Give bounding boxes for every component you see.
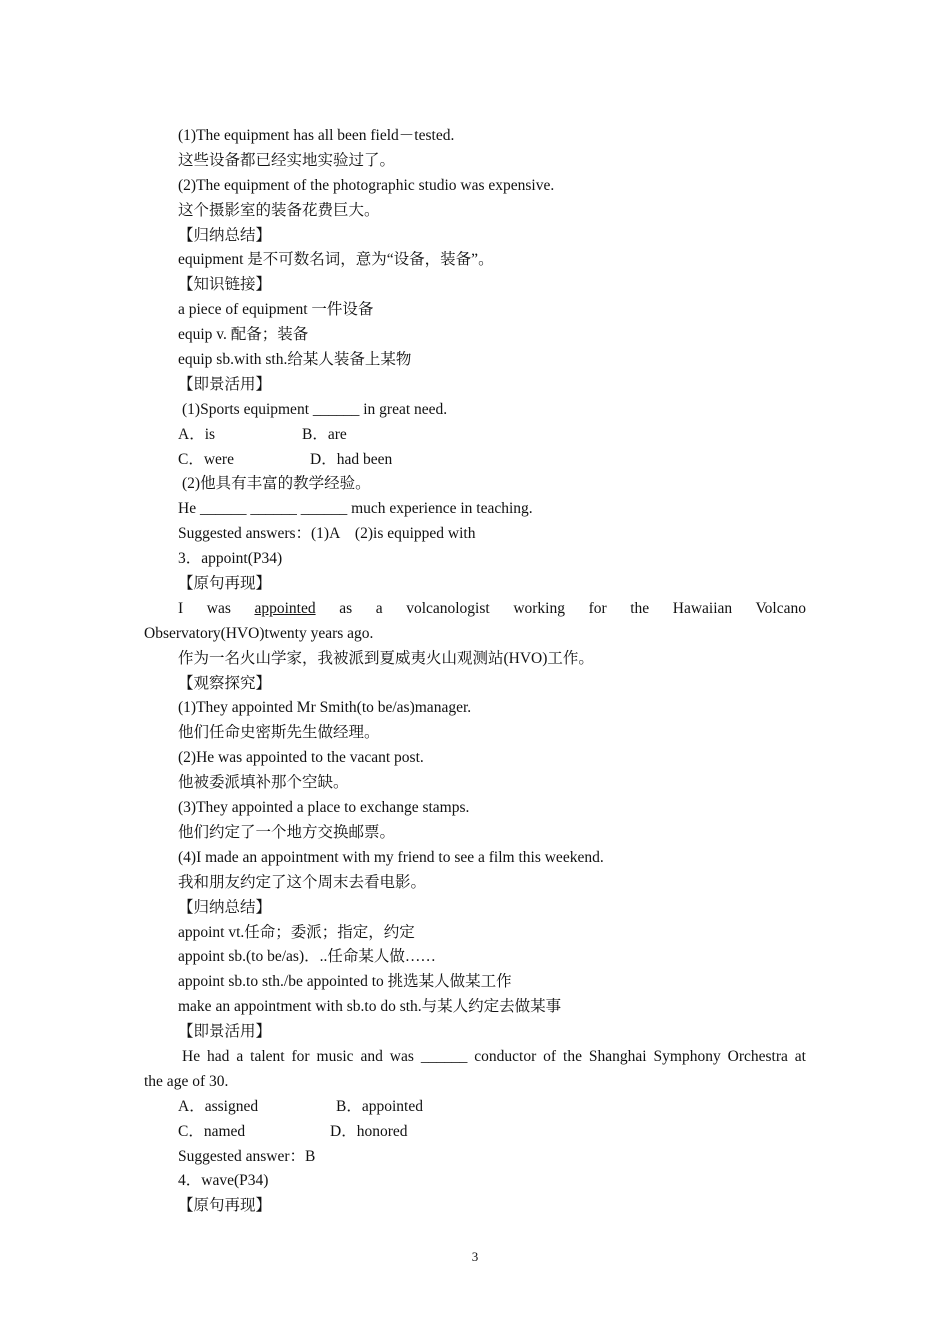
section-heading: 【观察探究】 xyxy=(178,674,272,692)
suggested-answer: Suggested answer：B xyxy=(178,1147,316,1165)
knowledge-item: a piece of equipment 一件设备 xyxy=(178,301,374,319)
exercise-question-text: He had a talent for music and was ______ conductor of the Shanghai Symphony Orchestra at xyxy=(182,1047,806,1065)
underlined-word: appointed xyxy=(254,599,316,617)
knowledge-item: equip v. 配备；装备 xyxy=(178,326,309,344)
item-heading: 3．appoint(P34) xyxy=(178,550,283,568)
word: was xyxy=(206,599,231,617)
option-b: B．appointed xyxy=(336,1097,423,1115)
translation: 他们任命史密斯先生做经理。 xyxy=(178,724,380,742)
example-sentence: (1)The equipment has all been field－tested. xyxy=(178,127,455,144)
options-row xyxy=(144,423,806,448)
summary-text: make an appointment with sb.to do sth.与某人约定去做某事 xyxy=(178,998,562,1016)
suggested-answers: Suggested answers：(1)A (2)is equipped with xyxy=(178,525,476,543)
option-b: B．are xyxy=(302,425,347,443)
word: Volcano xyxy=(755,599,806,617)
section-heading: 【即景活用】 xyxy=(178,375,272,393)
translation: 这个摄影室的装备花费巨大。 xyxy=(178,201,380,219)
translation: 我和朋友约定了这个周末去看电影。 xyxy=(178,873,427,891)
example-sentence: (2)The equipment of the photographic studio was expensive. xyxy=(178,176,555,194)
options-row xyxy=(144,1120,806,1145)
option-d: D．had been xyxy=(310,450,393,468)
section-heading: 【即景活用】 xyxy=(178,1023,272,1041)
options-row xyxy=(144,1095,806,1120)
option-a: A．assigned xyxy=(178,1097,259,1115)
summary-text: appoint sb.(to be/as)．..任命某人做…… xyxy=(178,948,436,966)
section-heading: 【知识链接】 xyxy=(178,276,272,294)
translation: 作为一名火山学家，我被派到夏威夷火山观测站(HVO)工作。 xyxy=(178,649,594,667)
option-d: D．honored xyxy=(330,1122,408,1140)
translation: 他被委派填补那个空缺。 xyxy=(178,774,349,792)
options-row xyxy=(144,448,806,473)
word: the xyxy=(630,599,650,617)
summary-text: appoint sb.to sth./be appointed to 挑选某人做某工作 xyxy=(178,973,512,991)
page-number: 3 xyxy=(471,1249,479,1264)
word: Hawaiian xyxy=(672,599,733,617)
translation: 他们约定了一个地方交换邮票。 xyxy=(178,823,396,841)
section-heading: 【原句再现】 xyxy=(178,1197,272,1215)
section-heading: 【归纳总结】 xyxy=(178,898,272,916)
summary-text: equipment 是不可数名词，意为“设备，装备”。 xyxy=(178,251,494,269)
exercise-question xyxy=(144,1045,806,1070)
option-c: C．named xyxy=(178,1122,246,1140)
word: for xyxy=(588,599,607,617)
item-heading: 4．wave(P34) xyxy=(178,1172,269,1190)
example-sentence: (3)They appointed a place to exchange stamps. xyxy=(178,799,470,817)
word: as xyxy=(339,599,353,617)
example-sentence: (4)I made an appointment with my friend to see a film this weekend. xyxy=(178,848,604,866)
word: a xyxy=(375,599,383,617)
original-sentence xyxy=(144,597,806,622)
section-heading: 【归纳总结】 xyxy=(178,226,272,244)
exercise-question: (2)他具有丰富的教学经验。 xyxy=(182,475,371,493)
original-sentence-continued: Observatory(HVO)twenty years ago. xyxy=(144,624,374,642)
knowledge-item: equip sb.with sth.给某人装备上某物 xyxy=(178,351,412,369)
exercise-question: (1)Sports equipment ______ in great need. xyxy=(182,400,448,418)
word: working xyxy=(513,599,565,617)
section-heading: 【原句再现】 xyxy=(178,575,272,593)
word: volcanologist xyxy=(406,599,490,617)
exercise-blank: He ______ ______ ______ much experience in teaching. xyxy=(178,500,533,518)
exercise-question-continued: the age of 30. xyxy=(144,1072,229,1090)
translation: 这些设备都已经实地实验过了。 xyxy=(178,151,396,169)
summary-text: appoint vt.任命；委派；指定，约定 xyxy=(178,923,415,941)
word: I xyxy=(178,599,184,617)
example-sentence: (2)He was appointed to the vacant post. xyxy=(178,749,424,767)
option-a: A．is xyxy=(178,425,216,443)
page-content xyxy=(144,124,806,1219)
example-sentence: (1)They appointed Mr Smith(to be/as)manager. xyxy=(178,699,472,717)
option-c: C．were xyxy=(178,450,234,468)
